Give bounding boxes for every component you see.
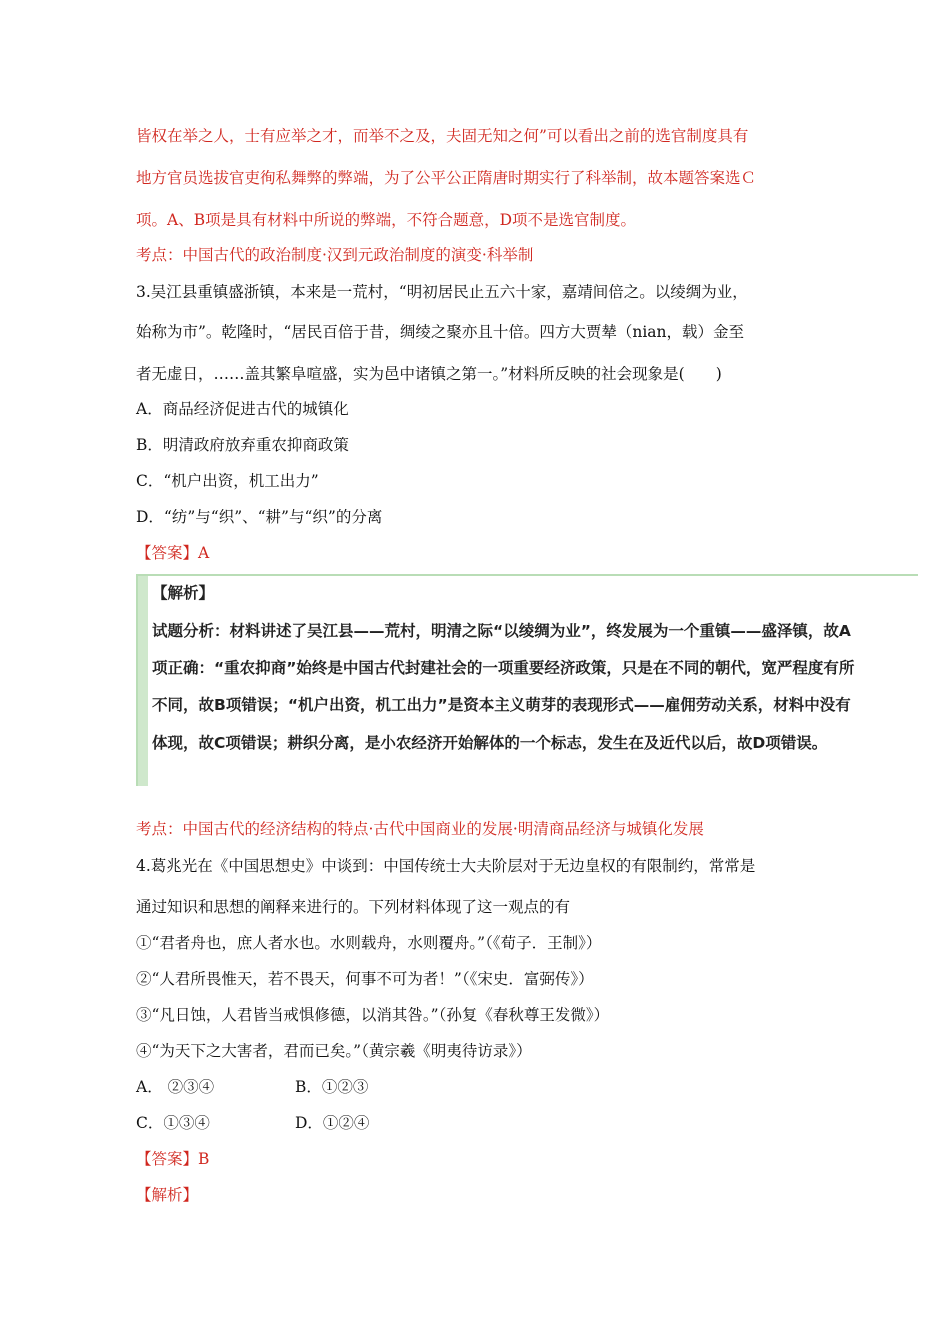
prev-analysis-line-3: 项。A、B项是具有材料中所说的弊端，不符合题意，D项不是选官制度。	[136, 211, 637, 229]
q3-kaodian: 考点：中国古代的经济结构的特点·古代中国商业的发展·明清商品经济与城镇化发展	[136, 820, 704, 838]
q3-stem-line-2: 始称为市”。乾隆时，“居民百倍于昔，绸绫之聚亦且十倍。四方大贾辇（nian，载）金至	[136, 323, 745, 341]
q4-option-c: C．①③④	[136, 1114, 210, 1132]
q4-option-b: B．①②③	[295, 1078, 369, 1096]
q3-answer: 【答案】A	[136, 544, 210, 562]
q4-answer: 【答案】B	[136, 1150, 210, 1168]
q3-option-b: B．明清政府放弃重农抑商政策	[136, 436, 349, 454]
q4-option-d: D．①②④	[295, 1114, 370, 1132]
q4-item-1: ①“君者舟也，庶人者水也。水则载舟，水则覆舟。”（《荀子．王制》）	[136, 934, 602, 952]
q3-stem-line-3: 者无虚日，……盖其繁阜喧盛，实为邑中诸镇之第一。”材料所反映的社会现象是( )	[136, 365, 722, 383]
q4-analysis-title: 【解析】	[136, 1186, 199, 1204]
q4-stem-line-1: 4.葛兆光在《中国思想史》中谈到：中国传统士大夫阶层对于无边皇权的有限制约，常常是	[136, 857, 756, 875]
q4-stem-line-2: 通过知识和思想的阐释来进行的。下列材料体现了这一观点的有	[136, 898, 571, 916]
q3-analysis-line-1: 试题分析：材料讲述了吴江县——荒村，明清之际“以绫绸为业”，终发展为一个重镇——盛泽镇，故A	[152, 622, 851, 640]
prev-kaodian: 考点：中国古代的政治制度·汉到元政治制度的演变·科举制	[136, 246, 534, 264]
q3-option-d: D．“纺”与“织”、“耕”与“织”的分离	[136, 508, 383, 526]
q3-analysis-title: 【解析】	[152, 584, 215, 602]
q3-analysis-line-3: 不同，故B项错误；“机户出资，机工出力”是资本主义萌芽的表现形式——雇佣劳动关系，材料中没有	[152, 696, 851, 714]
q4-option-a: A． ②③④	[136, 1078, 215, 1096]
prev-analysis-line-2: 地方官员选拔官吏徇私舞弊的弊端，为了公平公正隋唐时期实行了科举制，故本题答案选Ｃ	[136, 169, 757, 187]
q3-analysis-box	[136, 574, 918, 786]
prev-analysis-line-1: 皆权在举之人，士有应举之才，而举不之及，夫固无知之何”可以看出之前的选官制度具有	[136, 127, 749, 145]
q3-analysis-line-2: 项正确：“重农抑商”始终是中国古代封建社会的一项重要经济政策，只是在不同的朝代，宽严程度有所	[152, 659, 855, 677]
q3-analysis-line-4: 体现，故C项错误；耕织分离，是小农经济开始解体的一个标志，发生在及近代以后，故D项错误。	[152, 734, 828, 752]
q3-option-c: C．“机户出资，机工出力”	[136, 472, 319, 490]
q3-stem-line-1: 3.吴江县重镇盛浙镇，本来是一荒村，“明初居民止五六十家，嘉靖间倍之。以绫绸为业，	[136, 283, 748, 301]
q4-item-2: ②“人君所畏惟天，若不畏天，何事不可为者！”（《宋史．富弼传》）	[136, 970, 594, 988]
q4-item-3: ③“凡日蚀，人君皆当戒惧修德，以消其咎。”（孙复《春秋尊王发微》）	[136, 1006, 610, 1024]
q3-option-a: A．商品经济促进古代的城镇化	[136, 400, 349, 418]
q4-item-4: ④“为天下之大害者，君而已矣。”（黄宗羲《明夷待访录》）	[136, 1042, 532, 1060]
